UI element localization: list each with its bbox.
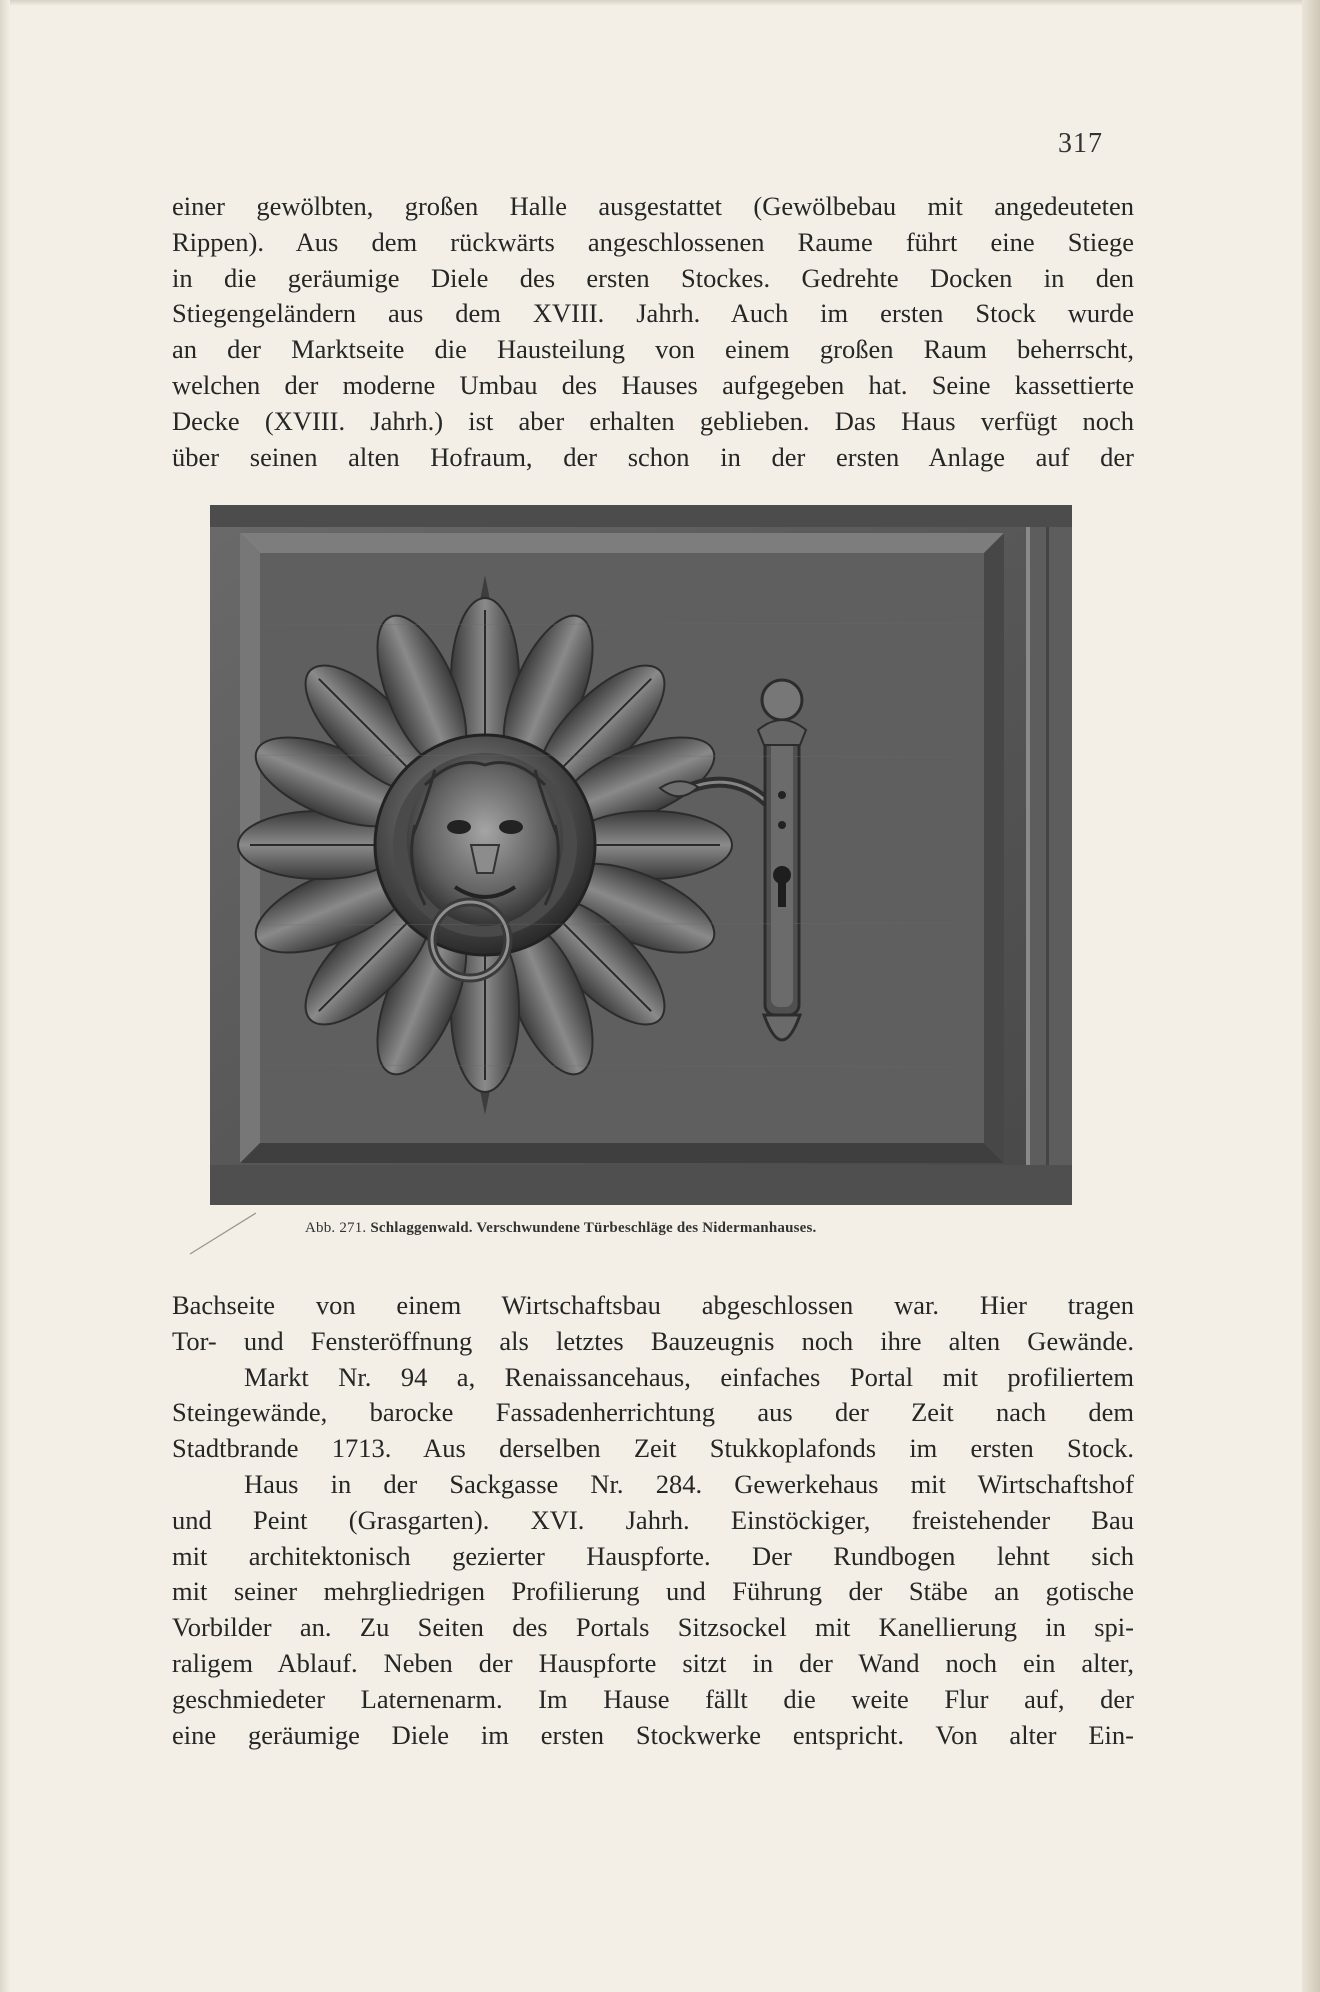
text-line: mit architektonisch gezierter Hauspforte. Der Rundbogen lehnt sich	[172, 1540, 1134, 1571]
text-line: Haus in der Sackgasse Nr. 284. Gewerkehaus mit Wirtschaftshof	[244, 1468, 1134, 1499]
text-line: Vorbilder an. Zu Seiten des Portals Sitzsockel mit Kanellierung in spi-	[172, 1612, 1134, 1643]
text-line: in die geräumige Diele des ersten Stockes. Gedrehte Docken in den	[172, 262, 1134, 293]
text-line: welchen der moderne Umbau des Hauses aufgegeben hat. Seine kassettierte	[172, 369, 1134, 400]
text-line: raligem Ablauf. Neben der Hauspforte sitzt in der Wand noch ein alter,	[172, 1647, 1134, 1678]
text-line: Tor- und Fensteröffnung als letztes Bauzeugnis noch ihre alten Gewände.	[172, 1325, 1134, 1356]
text-line: Stadtbrande 1713. Aus derselben Zeit Stukkoplafonds im ersten Stock.	[172, 1433, 1134, 1464]
page-number: 317	[1058, 128, 1103, 159]
book-spine-edge	[1302, 0, 1320, 1992]
text-line: über seinen alten Hofraum, der schon in der ersten Anlage auf der	[172, 441, 1134, 472]
figure-caption	[305, 1220, 1065, 1237]
figure-photograph	[210, 505, 1072, 1205]
figure-caption-text: Schlaggenwald. Verschwundene Türbeschläge des Nidermanhauses.	[370, 1220, 817, 1236]
text-line: Steingewände, barocke Fassadenherrichtung aus der Zeit nach dem	[172, 1397, 1134, 1428]
text-line: mit seiner mehrgliedrigen Profilierung und Führung der Stäbe an gotische	[172, 1576, 1134, 1607]
text-line: einer gewölbten, großen Halle ausgestattet (Gewölbebau mit angedeuteten	[172, 191, 1134, 221]
page-top-edge	[0, 0, 1320, 6]
text-line: Stiegengeländern aus dem XVIII. Jahrh. Auch im ersten Stock wurde	[172, 298, 1134, 329]
text-line: eine geräumige Diele im ersten Stockwerke entspricht. Von alter Ein-	[172, 1719, 1134, 1750]
text-line: geschmiedeter Laternenarm. Im Hause fällt die weite Flur auf, der	[172, 1683, 1134, 1714]
door-fitting-illustration	[210, 505, 1072, 1205]
text-line: Decke (XVIII. Jahrh.) ist aber erhalten geblieben. Das Haus verfügt noch	[172, 405, 1134, 436]
body-text-bottom	[172, 1288, 1134, 1753]
pencil-stroke-mark	[188, 1211, 258, 1256]
text-line: Markt Nr. 94 a, Renaissancehaus, einfaches Portal mit profiliertem	[244, 1361, 1134, 1392]
body-text-top	[172, 189, 1134, 475]
text-line: Bachseite von einem Wirtschaftsbau abgeschlossen war. Hier tragen	[172, 1290, 1134, 1320]
text-line: an der Marktseite die Hausteilung von einem großen Raum beherrscht,	[172, 334, 1134, 365]
figure-number: Abb. 271.	[305, 1220, 367, 1236]
text-line: Rippen). Aus dem rückwärts angeschlossenen Raume führt eine Stiege	[172, 226, 1134, 257]
page-left-edge	[0, 0, 10, 1992]
text-line: und Peint (Grasgarten). XVI. Jahrh. Einstöckiger, freistehender Bau	[172, 1504, 1134, 1535]
